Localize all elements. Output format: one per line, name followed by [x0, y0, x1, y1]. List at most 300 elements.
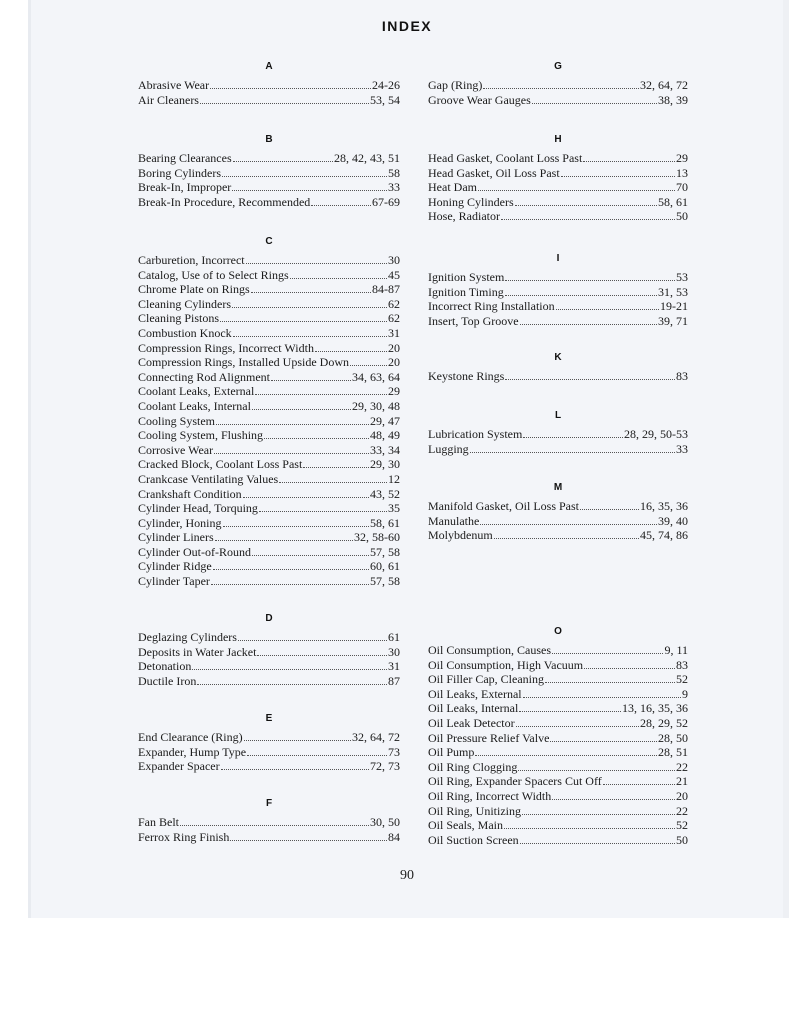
entry-pages: 12	[388, 471, 400, 486]
index-entry	[138, 516, 400, 531]
entry-pages: 31, 53	[658, 284, 688, 299]
section-letter: L	[554, 410, 562, 421]
entry-term: Cracked Block, Coolant Loss Past	[138, 457, 303, 472]
index-entry	[428, 78, 688, 93]
dot-leader	[238, 631, 387, 641]
document-page	[28, 0, 783, 918]
index-entry	[428, 789, 688, 804]
entry-term: Oil Consumption, High Vacuum	[428, 657, 584, 672]
entry-term: Compression Rings, Installed Upside Down	[138, 355, 349, 370]
dot-leader	[232, 181, 387, 191]
index-entry	[428, 93, 688, 108]
dot-leader	[603, 775, 675, 785]
entry-pages: 29, 30	[370, 457, 400, 472]
index-section-k	[428, 349, 688, 384]
entry-term: Oil Leaks, External	[428, 686, 522, 701]
dot-leader	[520, 315, 657, 325]
index-entry	[138, 745, 400, 760]
entry-pages: 20	[388, 355, 400, 370]
index-entry	[138, 630, 400, 645]
entry-pages: 83	[676, 369, 688, 383]
index-entry	[428, 299, 688, 314]
dot-leader	[504, 819, 675, 829]
index-entry	[138, 674, 400, 689]
dot-leader	[583, 152, 675, 162]
entry-pages: 33	[676, 441, 688, 456]
index-entry	[428, 745, 688, 760]
dot-leader	[515, 196, 657, 206]
entry-pages: 35	[388, 501, 400, 516]
index-entry	[138, 297, 400, 312]
dot-leader	[223, 517, 369, 527]
entry-term: Oil Ring, Incorrect Width	[428, 788, 552, 803]
entry-term: Lugging	[428, 441, 469, 456]
entry-term: Carburetion, Incorrect	[138, 253, 245, 267]
entry-pages: 29, 30, 48	[352, 398, 400, 413]
dot-leader	[259, 502, 387, 512]
index-entry	[138, 399, 400, 414]
entry-term: Ductile Iron	[138, 673, 197, 688]
dot-leader	[350, 356, 387, 366]
entry-pages: 22	[676, 759, 688, 774]
dot-leader	[545, 673, 675, 683]
dot-leader	[213, 560, 369, 570]
entry-term: Insert, Top Groove	[428, 313, 519, 328]
entry-pages: 43, 52	[370, 486, 400, 501]
dot-leader	[221, 760, 369, 770]
entry-term: Deglazing Cylinders	[138, 630, 237, 644]
index-entry	[428, 643, 688, 658]
entry-pages: 58	[388, 165, 400, 180]
dot-leader	[501, 210, 675, 220]
entry-term: Oil Leak Detector	[428, 715, 515, 730]
entry-term: Cylinder Taper	[138, 574, 210, 589]
index-entry	[138, 428, 400, 443]
entry-pages: 28, 42, 43, 51	[334, 151, 400, 165]
section-letter: E	[265, 713, 273, 724]
dot-leader	[271, 371, 351, 381]
dot-leader	[211, 575, 369, 585]
entry-pages: 52	[676, 818, 688, 833]
dot-leader	[480, 515, 657, 525]
entry-term: Manifold Gasket, Oil Loss Past	[428, 499, 579, 513]
entry-pages: 30, 50	[370, 815, 400, 829]
section-letter: I	[556, 253, 560, 264]
index-entry	[138, 180, 400, 195]
dot-leader	[252, 546, 369, 556]
index-entry	[428, 528, 688, 543]
entry-term: Cylinder, Honing	[138, 515, 222, 530]
entry-pages: 20	[388, 340, 400, 355]
dot-leader	[584, 659, 675, 669]
dot-leader	[290, 269, 387, 279]
dot-leader	[264, 429, 369, 439]
entry-pages: 62	[388, 296, 400, 311]
entry-pages: 31	[388, 325, 400, 340]
dot-leader	[257, 646, 387, 656]
entry-pages: 70	[676, 180, 688, 195]
dot-leader	[232, 298, 387, 308]
index-entry	[428, 442, 688, 457]
entry-pages: 34, 63, 64	[352, 369, 400, 384]
index-entry	[138, 501, 400, 516]
dot-leader	[252, 400, 351, 410]
entry-pages: 33	[388, 180, 400, 195]
index-entry	[428, 804, 688, 819]
index-entry	[138, 268, 400, 283]
dot-leader	[216, 415, 369, 425]
dot-leader	[470, 443, 675, 453]
entry-term: Hose, Radiator	[428, 209, 500, 224]
index-entry	[138, 384, 400, 399]
section-letter: A	[265, 61, 273, 72]
index-section-m	[428, 479, 688, 543]
entry-term: Oil Pressure Relief Valve	[428, 730, 550, 745]
entry-term: Oil Leaks, Internal	[428, 701, 519, 716]
dot-leader	[180, 816, 369, 826]
dot-leader	[303, 458, 369, 468]
dot-leader	[518, 761, 675, 771]
dot-leader	[483, 79, 639, 89]
entry-pages: 33, 34	[370, 442, 400, 457]
entry-term: Cylinder Head, Torquing	[138, 501, 258, 516]
index-entry	[138, 253, 400, 268]
index-entry	[428, 818, 688, 833]
entry-term: Head Gasket, Oil Loss Past	[428, 165, 560, 180]
dot-leader	[552, 790, 675, 800]
index-entry	[428, 499, 688, 514]
entry-pages: 20	[676, 788, 688, 803]
entry-pages: 52	[676, 672, 688, 687]
entry-pages: 30	[388, 253, 400, 267]
index-entry	[428, 166, 688, 181]
entry-pages: 84-87	[372, 282, 400, 297]
entry-term: End Clearance (Ring)	[138, 730, 243, 744]
index-entry	[138, 730, 400, 745]
index-entry	[138, 530, 400, 545]
entry-pages: 57, 58	[370, 574, 400, 589]
entry-pages: 61	[388, 630, 400, 644]
section-letter: C	[265, 236, 273, 247]
index-entry	[138, 487, 400, 502]
section-letter: K	[554, 352, 562, 363]
section-letter: M	[553, 482, 563, 493]
entry-pages: 32, 58-60	[354, 530, 400, 545]
index-section-l	[428, 407, 688, 456]
entry-term: Air Cleaners	[138, 92, 199, 107]
entry-pages: 30	[388, 644, 400, 659]
entry-term: Cleaning Cylinders	[138, 296, 231, 311]
index-entry	[428, 270, 688, 285]
index-entry	[138, 341, 400, 356]
dot-leader	[556, 300, 659, 310]
index-entry	[428, 701, 688, 716]
entry-term: Ferrox Ring Finish	[138, 829, 230, 844]
dot-leader	[478, 181, 675, 191]
dot-leader	[522, 805, 675, 815]
section-letter: H	[554, 134, 562, 145]
dot-leader	[505, 271, 675, 281]
index-section-a	[138, 58, 400, 107]
dot-leader	[230, 831, 387, 841]
index-entry	[428, 774, 688, 789]
entry-term: Oil Ring, Expander Spacers Cut Off	[428, 774, 602, 789]
index-entry	[138, 326, 400, 341]
entry-pages: 67-69	[372, 194, 400, 209]
entry-term: Molybdenum	[428, 528, 493, 543]
entry-pages: 38, 39	[658, 92, 688, 107]
dot-leader	[561, 167, 675, 177]
entry-pages: 29	[388, 384, 400, 399]
dot-leader	[315, 342, 387, 352]
index-entry	[138, 195, 400, 210]
entry-term: Oil Ring, Unitizing	[428, 803, 521, 818]
index-entry	[138, 759, 400, 774]
index-entry	[428, 427, 688, 442]
index-entry	[428, 672, 688, 687]
entry-term: Connecting Rod Alignment	[138, 369, 270, 384]
entry-term: Expander, Hump Type	[138, 744, 247, 759]
entry-term: Break-In, Improper	[138, 180, 232, 195]
index-entry	[138, 166, 400, 181]
entry-term: Coolant Leaks, Internal	[138, 398, 251, 413]
dot-leader	[200, 94, 369, 104]
dot-leader	[505, 286, 657, 296]
index-entry	[428, 151, 688, 166]
index-entry	[138, 151, 400, 166]
entry-pages: 39, 40	[658, 513, 688, 528]
entry-term: Gap (Ring)	[428, 78, 483, 92]
dot-leader	[243, 488, 369, 498]
index-entry	[138, 545, 400, 560]
entry-pages: 53, 54	[370, 92, 400, 107]
index-entry	[138, 414, 400, 429]
dot-leader	[523, 428, 623, 438]
entry-term: Abrasive Wear	[138, 78, 210, 92]
dot-leader	[520, 834, 675, 844]
dot-leader	[214, 444, 369, 454]
index-entry	[138, 78, 400, 93]
entry-pages: 50	[676, 832, 688, 847]
dot-leader	[197, 675, 387, 685]
index-entry	[428, 514, 688, 529]
entry-pages: 48, 49	[370, 428, 400, 443]
section-letter: D	[265, 613, 273, 624]
entry-term: Fan Belt	[138, 815, 179, 829]
entry-term: Lubrication System	[428, 427, 523, 441]
entry-term: Cylinder Liners	[138, 530, 214, 545]
dot-leader	[552, 644, 663, 654]
entry-term: Corrosive Wear	[138, 442, 214, 457]
entry-term: Manulathe	[428, 513, 480, 528]
entry-pages: 73	[388, 744, 400, 759]
page-number: 90	[400, 868, 414, 883]
index-section-g	[428, 58, 688, 107]
index-section-f	[138, 795, 400, 844]
entry-term: Cylinder Out-of-Round	[138, 544, 251, 559]
dot-leader	[244, 731, 351, 741]
entry-term: Cylinder Ridge	[138, 559, 212, 574]
index-section-b	[138, 131, 400, 209]
entry-term: Coolant Leaks, External	[138, 384, 255, 399]
entry-pages: 16, 35, 36	[640, 499, 688, 513]
entry-pages: 87	[388, 673, 400, 688]
entry-pages: 29	[676, 151, 688, 165]
dot-leader	[210, 79, 371, 89]
entry-pages: 58, 61	[370, 515, 400, 530]
index-entry	[428, 209, 688, 224]
index-entry	[138, 370, 400, 385]
entry-term: Break-In Procedure, Recommended	[138, 194, 311, 209]
dot-leader	[220, 312, 387, 322]
entry-term: Heat Dam	[428, 180, 477, 195]
entry-pages: 83	[676, 657, 688, 672]
index-entry	[138, 355, 400, 370]
index-entry	[428, 731, 688, 746]
dot-leader	[192, 660, 387, 670]
entry-term: Honing Cylinders	[428, 194, 514, 209]
entry-term: Crankcase Ventilating Values	[138, 471, 279, 486]
entry-pages: 29, 47	[370, 413, 400, 428]
index-section-c	[138, 233, 400, 589]
entry-term: Detonation	[138, 659, 192, 674]
dot-leader	[246, 254, 387, 264]
dot-leader	[523, 688, 681, 698]
entry-term: Keystone Rings	[428, 369, 505, 383]
entry-term: Groove Wear Gauges	[428, 92, 531, 107]
entry-term: Oil Suction Screen	[428, 832, 519, 847]
entry-term: Oil Filler Cap, Cleaning	[428, 672, 544, 687]
entry-pages: 28, 51	[658, 745, 688, 760]
entry-term: Deposits in Water Jacket	[138, 644, 257, 659]
entry-term: Oil Pump	[428, 745, 475, 760]
section-letter: G	[554, 61, 562, 72]
index-entry	[138, 815, 400, 830]
dot-leader	[233, 152, 333, 162]
index-entry	[138, 93, 400, 108]
index-entry	[138, 659, 400, 674]
entry-pages: 22	[676, 803, 688, 818]
entry-pages: 39, 71	[658, 313, 688, 328]
section-letter: F	[265, 798, 273, 809]
dot-leader	[580, 500, 639, 510]
entry-term: Oil Consumption, Causes	[428, 643, 552, 657]
entry-term: Combustion Knock	[138, 325, 232, 340]
dot-leader	[494, 529, 639, 539]
page-title: INDEX	[381, 18, 433, 34]
index-entry	[138, 282, 400, 297]
entry-term: Head Gasket, Coolant Loss Past	[428, 151, 583, 165]
index-section-o	[428, 623, 688, 847]
dot-leader	[215, 531, 353, 541]
entry-pages: 13, 16, 35, 36	[622, 701, 688, 716]
entry-term: Ignition System	[428, 270, 505, 284]
index-entry	[428, 716, 688, 731]
index-entry	[428, 760, 688, 775]
entry-term: Incorrect Ring Installation	[428, 299, 555, 314]
entry-pages: 19-21	[660, 299, 688, 314]
entry-pages: 28, 50	[658, 730, 688, 745]
dot-leader	[247, 746, 387, 756]
entry-pages: 60, 61	[370, 559, 400, 574]
dot-leader	[516, 717, 639, 727]
index-section-e	[138, 710, 400, 774]
index-entry	[428, 687, 688, 702]
entry-term: Catalog, Use of to Select Rings	[138, 267, 289, 282]
entry-term: Oil Ring Clogging	[428, 759, 518, 774]
entry-term: Cooling System	[138, 413, 216, 428]
dot-leader	[251, 283, 371, 293]
entry-pages: 24-26	[372, 78, 400, 92]
index-entry	[138, 574, 400, 589]
dot-leader	[311, 196, 371, 206]
index-entry	[138, 472, 400, 487]
index-entry	[428, 833, 688, 848]
index-entry	[428, 658, 688, 673]
entry-pages: 31	[388, 659, 400, 674]
entry-pages: 13	[676, 165, 688, 180]
index-entry	[138, 443, 400, 458]
section-letter: O	[554, 626, 562, 637]
entry-pages: 72, 73	[370, 759, 400, 774]
dot-leader	[233, 327, 387, 337]
entry-pages: 32, 64, 72	[640, 78, 688, 92]
index-entry	[428, 369, 688, 384]
index-section-d	[138, 610, 400, 688]
entry-pages: 45	[388, 267, 400, 282]
entry-term: Boring Cylinders	[138, 165, 221, 180]
dot-leader	[222, 167, 387, 177]
dot-leader	[550, 732, 657, 742]
dot-leader	[505, 370, 675, 380]
entry-term: Chrome Plate on Rings	[138, 282, 250, 297]
entry-term: Cleaning Pistons	[138, 311, 220, 326]
entry-pages: 9	[682, 686, 688, 701]
dot-leader	[532, 94, 657, 104]
entry-term: Compression Rings, Incorrect Width	[138, 340, 314, 355]
entry-pages: 57, 58	[370, 544, 400, 559]
entry-term: Crankshaft Condition	[138, 486, 242, 501]
entry-pages: 21	[676, 774, 688, 789]
index-entry	[138, 830, 400, 845]
entry-pages: 62	[388, 311, 400, 326]
index-entry	[138, 457, 400, 472]
dot-leader	[519, 702, 621, 712]
entry-pages: 53	[676, 270, 688, 284]
dot-leader	[279, 473, 387, 483]
index-section-h	[428, 131, 688, 224]
dot-leader	[475, 746, 657, 756]
entry-pages: 9, 11	[664, 643, 688, 657]
entry-pages: 84	[388, 829, 400, 844]
index-entry	[138, 311, 400, 326]
entry-term: Ignition Timing	[428, 284, 504, 299]
entry-pages: 45, 74, 86	[640, 528, 688, 543]
index-entry	[428, 285, 688, 300]
index-entry	[428, 195, 688, 210]
section-letter: B	[265, 134, 273, 145]
entry-term: Expander Spacer	[138, 759, 220, 774]
index-entry	[428, 180, 688, 195]
index-section-i	[428, 250, 688, 328]
dot-leader	[255, 385, 387, 395]
entry-term: Bearing Clearances	[138, 151, 232, 165]
entry-pages: 50	[676, 209, 688, 224]
entry-term: Cooling System, Flushing	[138, 428, 264, 443]
index-entry	[138, 559, 400, 574]
index-entry	[138, 645, 400, 660]
entry-pages: 32, 64, 72	[352, 730, 400, 744]
